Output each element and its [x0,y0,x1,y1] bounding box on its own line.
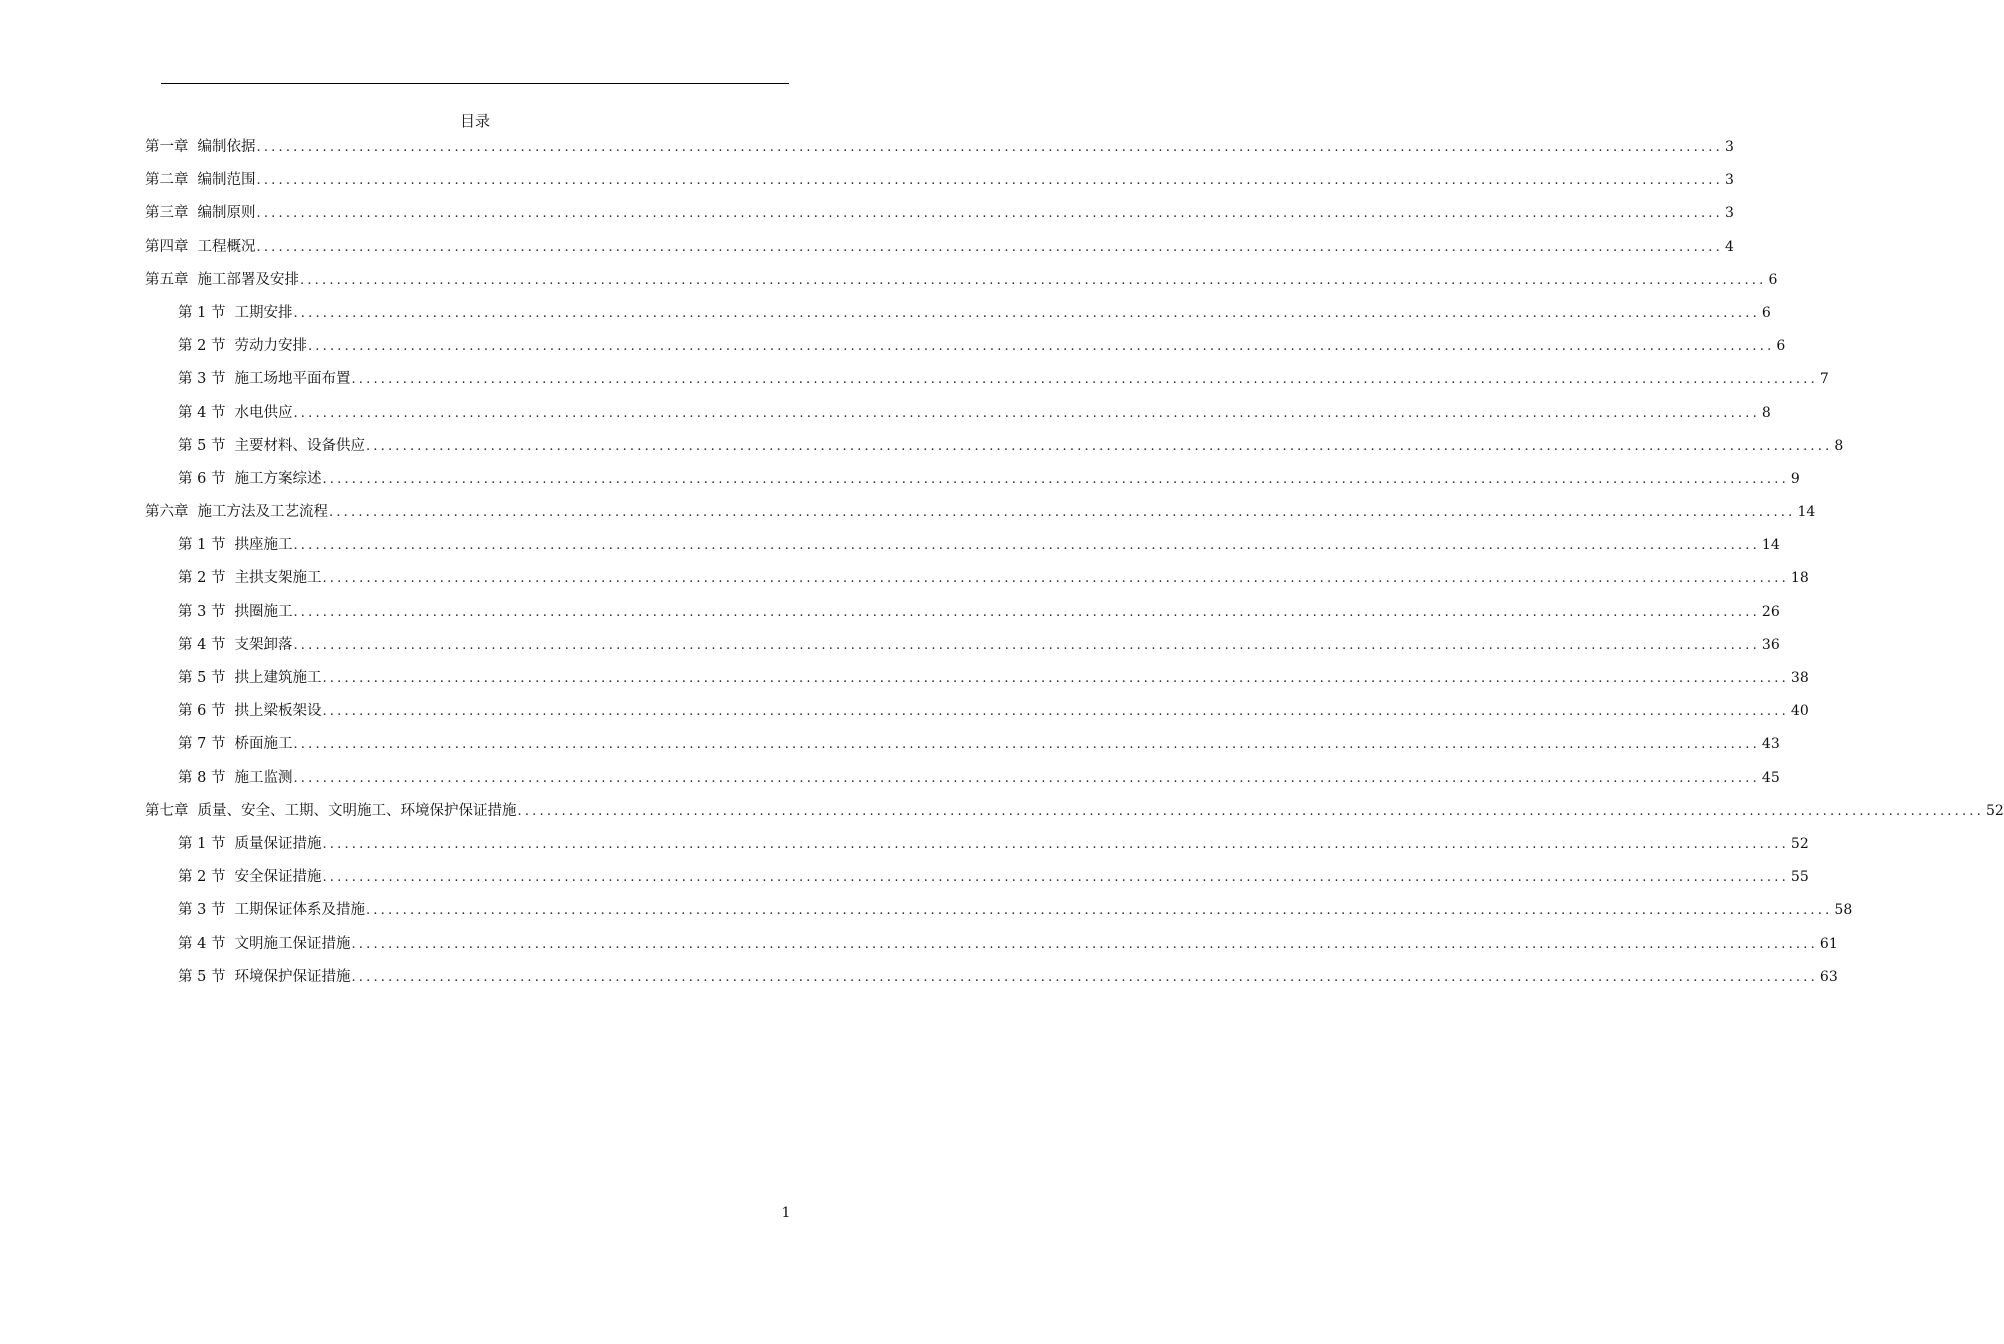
toc-entry-text: 拱圈施工 [234,603,293,620]
toc-entry-number: 第 5 节 [178,968,226,985]
toc-dot-leader: ........................................................................................................................................................................................................ [365,903,1833,919]
toc-entry-number: 第 5 节 [178,437,226,454]
toc-dot-leader: ........................................................................................................................................................................................................ [351,969,1818,985]
toc-entry-number: 第 6 节 [178,703,226,720]
toc-entry-number: 第 3 节 [178,603,226,620]
toc-entry-label [145,202,256,224]
toc-section-entry[interactable] [145,667,1809,700]
toc-entry-label [178,402,292,424]
toc-entry-page: 45 [1761,769,1780,786]
toc-section-entry[interactable] [145,534,1780,567]
toc-entry-label [178,866,321,888]
toc-entry-text: 拱上梁板架设 [234,703,322,720]
toc-entry-page: 9 [1790,470,1800,487]
toc-entry-page: 43 [1761,736,1780,753]
toc-entry-number: 第 1 节 [178,537,226,554]
toc-entry-number: 第 7 节 [178,736,226,753]
toc-entry-label [178,601,292,623]
toc-entry-text: 支架卸落 [234,636,293,653]
toc-section-entry[interactable] [145,368,1829,401]
header-rule [161,83,789,84]
toc-dot-leader: ........................................................................................................................................................................................................ [322,704,1789,720]
toc-entry-label [178,700,321,722]
toc-entry-page: 3 [1724,139,1734,155]
toc-chapter-entry[interactable] [145,169,1734,202]
toc-entry-page: 61 [1819,935,1838,952]
toc-dot-leader: ........................................................................................................................................................................................................ [322,836,1789,852]
toc-entry-label [178,733,292,755]
toc-entry-page: 58 [1834,902,1853,919]
toc-entry-page: 52 [1790,835,1809,852]
toc-dot-leader: ........................................................................................................................................................................................................ [293,604,1760,620]
toc-entry-number: 第 6 节 [178,470,226,487]
toc-entry-page: 38 [1790,670,1809,686]
toc-entry-text: 主拱支架施工 [234,570,322,587]
toc-section-entry[interactable] [145,700,1809,733]
toc-chapter-entry[interactable] [145,236,1734,269]
toc-entry-page: 8 [1834,437,1844,454]
toc-entry-label [145,501,328,523]
toc-section-entry[interactable] [145,899,1853,932]
toc-entry-page: 3 [1724,172,1734,189]
toc-entry-page: 40 [1790,703,1809,720]
toc-entry-label [178,667,321,689]
toc-dot-leader: ........................................................................................................................................................................................................ [351,936,1818,952]
toc-entry-text: 工期保证体系及措施 [234,902,365,919]
toc-entry-number: 第六章 [145,504,189,521]
toc-entry-text: 工程概况 [197,238,256,255]
toc-entry-text: 施工方案综述 [234,470,322,487]
toc-entry-page: 6 [1768,271,1778,288]
toc-section-entry[interactable] [145,634,1780,667]
toc-chapter-entry[interactable] [145,136,1734,169]
toc-entry-text: 环境保护保证措施 [234,968,351,985]
toc-entry-number: 第 8 节 [178,769,226,786]
toc-dot-leader: ........................................................................................................................................................................................................ [293,637,1760,653]
toc-entry-page: 63 [1819,968,1838,985]
toc-section-entry[interactable] [145,601,1780,634]
toc-section-entry[interactable] [145,733,1780,766]
toc-entry-label [178,933,350,955]
toc-entry-text: 施工部署及安排 [197,271,299,288]
toc-entry-label [178,634,292,656]
toc-entry-text: 水电供应 [234,404,293,421]
toc-dot-leader: ........................................................................................................................................................................................................ [322,671,1789,686]
toc-entry-page: 18 [1790,570,1809,587]
toc-dot-leader: ........................................................................................................................................................................................................ [293,305,1760,321]
toc-entry-page: 52 [1985,802,2004,819]
toc-entry-number: 第 2 节 [178,869,226,886]
toc-entry-text: 编制原则 [197,205,256,222]
toc-entry-text: 质量保证措施 [234,835,322,852]
toc-dot-leader: ........................................................................................................................................................................................................ [307,339,1775,355]
toc-entry-number: 第 2 节 [178,338,226,355]
toc-section-entry[interactable] [145,933,1838,966]
toc-entry-page: 7 [1819,371,1829,388]
toc-entry-page: 8 [1761,404,1771,421]
toc-entry-page: 36 [1761,636,1780,653]
toc-entry-label [145,236,256,258]
toc-entry-page: 4 [1724,238,1734,255]
toc-entry-label [145,800,517,822]
toc-entry-number: 第 5 节 [178,670,226,686]
toc-entry-page: 3 [1724,205,1734,222]
toc-entry-text: 施工监测 [234,769,293,786]
toc-entry-page: 26 [1761,603,1780,620]
toc-entry-label [145,169,256,191]
toc-entry-label [178,368,350,390]
toc-entry-text: 施工场地平面布置 [234,371,351,388]
toc-entry-label [178,435,365,457]
toc-entry-number: 第四章 [145,238,189,255]
toc-entry-text: 拱座施工 [234,537,293,554]
toc-entry-text: 质量、安全、工期、文明施工、环境保护保证措施 [197,802,517,819]
toc-section-entry[interactable] [145,966,1838,999]
toc-entry-page: 55 [1790,869,1809,886]
toc-entry-label [178,335,307,357]
toc-dot-leader: ........................................................................................................................................................................................................ [322,571,1789,587]
toc-section-entry[interactable] [145,866,1809,899]
toc-entry-number: 第五章 [145,271,189,288]
toc-section-entry[interactable] [145,833,1809,866]
toc-entry-number: 第 3 节 [178,371,226,388]
toc-section-entry[interactable] [145,302,1771,335]
toc-dot-leader: ........................................................................................................................................................................................................ [256,140,1723,155]
toc-entry-number: 第 3 节 [178,902,226,919]
toc-dot-leader: ........................................................................................................................................................................................................ [293,770,1760,786]
toc-entry-text: 安全保证措施 [234,869,322,886]
toc-entry-number: 第 4 节 [178,935,226,952]
toc-dot-leader: ........................................................................................................................................................................................................ [329,505,1796,521]
toc-dot-leader: ........................................................................................................................................................................................................ [256,206,1723,222]
toc-entry-label [145,136,256,158]
toc-entry-label [178,833,321,855]
toc-entry-text: 劳动力安排 [234,338,307,355]
toc-chapter-entry[interactable] [145,269,1778,302]
toc-section-entry[interactable] [145,402,1771,435]
toc-dot-leader: ........................................................................................................................................................................................................ [256,239,1723,255]
toc-section-entry[interactable] [145,767,1780,800]
toc-dot-leader: ........................................................................................................................................................................................................ [293,538,1760,554]
toc-entry-label [178,567,321,589]
toc-entry-number: 第七章 [145,802,189,819]
toc-entry-text: 工期安排 [234,304,293,321]
toc-entry-number: 第 4 节 [178,404,226,421]
toc-dot-leader: ........................................................................................................................................................................................................ [293,737,1760,753]
toc-entry-page: 6 [1761,304,1771,321]
toc-entry-page: 6 [1776,338,1786,355]
toc-entry-label [178,302,292,324]
toc-dot-leader: ........................................................................................................................................................................................................ [256,173,1723,189]
toc-entry-label [145,269,299,291]
toc-entry-number: 第三章 [145,205,189,222]
toc-dot-leader: ........................................................................................................................................................................................................ [517,803,1984,819]
toc-chapter-entry[interactable] [145,800,2004,833]
toc-entry-label [178,468,321,490]
toc-dot-leader: ........................................................................................................................................................................................................ [351,372,1818,388]
toc-section-entry[interactable] [145,468,1800,501]
toc-entry-text: 施工方法及工艺流程 [197,504,328,521]
toc-title: 目录 [459,112,490,130]
toc-dot-leader: ........................................................................................................................................................................................................ [322,870,1789,886]
toc-entry-text: 桥面施工 [234,736,293,753]
toc-entry-label [178,966,350,988]
toc-entry-number: 第 4 节 [178,636,226,653]
toc-dot-leader: ........................................................................................................................................................................................................ [365,438,1833,454]
table-of-contents [145,136,2004,999]
toc-entry-text: 编制范围 [197,172,256,189]
toc-entry-text: 编制依据 [197,139,256,155]
toc-dot-leader: ........................................................................................................................................................................................................ [293,405,1760,421]
toc-entry-page: 14 [1797,504,1816,521]
toc-entry-text: 拱上建筑施工 [234,670,322,686]
toc-section-entry[interactable] [145,435,1844,468]
toc-entry-number: 第一章 [145,139,189,155]
toc-chapter-entry[interactable] [145,202,1734,235]
toc-entry-number: 第二章 [145,172,189,189]
toc-entry-number: 第 2 节 [178,570,226,587]
toc-entry-label [178,534,292,556]
toc-entry-text: 文明施工保证措施 [234,935,351,952]
toc-entry-label [178,767,292,789]
toc-chapter-entry[interactable] [145,501,1816,534]
toc-entry-label [178,899,365,921]
toc-entry-text: 主要材料、设备供应 [234,437,365,454]
toc-entry-number: 第 1 节 [178,835,226,852]
toc-entry-page: 14 [1761,537,1780,554]
toc-section-entry[interactable] [145,335,1786,368]
page-number: 1 [781,1205,791,1221]
toc-dot-leader: ........................................................................................................................................................................................................ [300,272,1767,288]
toc-section-entry[interactable] [145,567,1809,600]
toc-entry-number: 第 1 节 [178,304,226,321]
toc-dot-leader: ........................................................................................................................................................................................................ [322,471,1789,487]
